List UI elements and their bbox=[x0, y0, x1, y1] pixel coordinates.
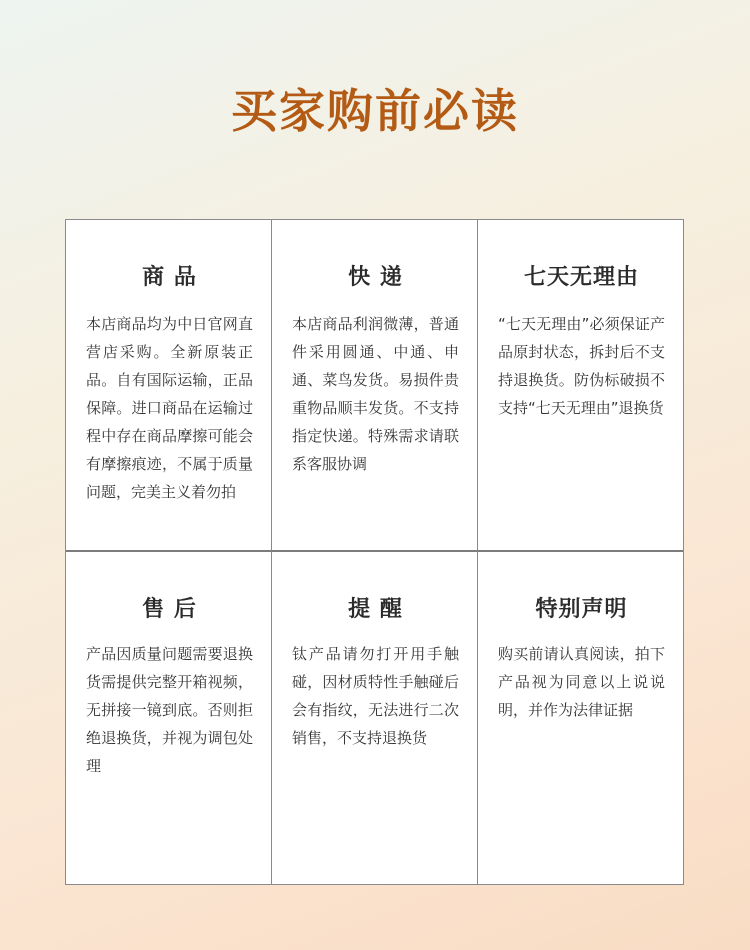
section-goods bbox=[66, 220, 272, 552]
section-body: “七天无理由”必须保证产品原封状态，拆封后不支持退换货。防伪标破损不支持“七天无理由”退换货 bbox=[498, 315, 665, 417]
section-special-statement bbox=[478, 552, 683, 884]
section-body: 本店商品均为中日官网直营店采购。全新原装正品。自有国际运输，正品保障。进口商品在运输过程中存在商品摩擦可能会有摩擦痕迹，不属于质量问题，完美主义着勿拍 bbox=[86, 315, 253, 501]
section-heading: 快 递 bbox=[348, 265, 403, 290]
section-seven-day-return bbox=[478, 220, 683, 552]
section-after-sales bbox=[66, 552, 272, 884]
section-heading: 售 后 bbox=[142, 597, 197, 622]
section-heading: 商 品 bbox=[142, 265, 197, 290]
section-body: 钛产品请勿打开用手触碰，因材质特性手触碰后会有指纹，无法进行二次销售，不支持退换货 bbox=[292, 645, 459, 747]
section-body: 产品因质量问题需要退换货需提供完整开箱视频，无拼接一镜到底。否则拒绝退换货，并视为调包处理 bbox=[86, 645, 253, 775]
section-body: 购买前请认真阅读，拍下产品视为同意以上说说明，并作为法律证据 bbox=[498, 645, 665, 719]
notice-grid bbox=[65, 219, 684, 885]
section-body: 本店商品利润微薄，普通件采用圆通、中通、申通、菜鸟发货。易损件贵重物品顺丰发货。不支持指定快递。特殊需求请联系客服协调 bbox=[292, 315, 459, 473]
section-shipping bbox=[272, 220, 478, 552]
section-heading: 七天无理由 bbox=[523, 265, 639, 290]
section-heading: 特别声明 bbox=[535, 597, 628, 622]
page-title: 买家购前必读 bbox=[231, 84, 519, 138]
section-heading: 提 醒 bbox=[348, 597, 403, 622]
section-reminder bbox=[272, 552, 478, 884]
